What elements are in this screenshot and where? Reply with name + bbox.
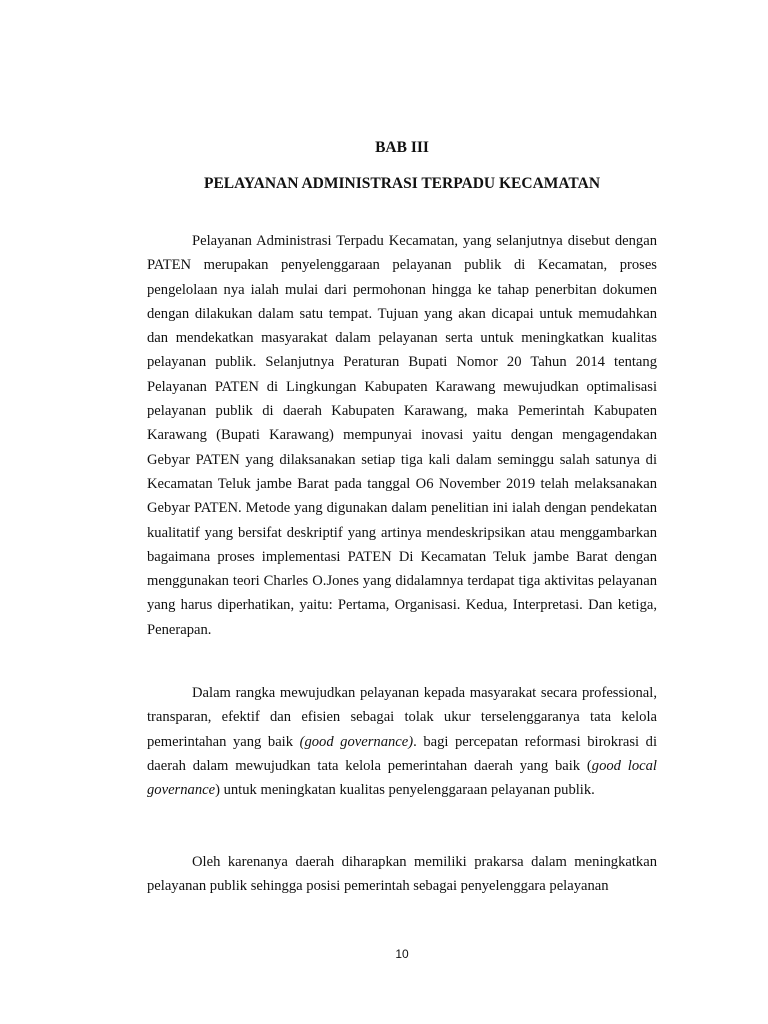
paragraph-3 [147, 850, 657, 899]
paragraph-2-italic-1: (good governance) [299, 733, 414, 750]
paragraph-1-text: Pelayanan Administrasi Terpadu Kecamatan, yang selanjutnya disebut dengan PATEN merupakan penyelenggaraan pelayanan publik di Kecamatan, proses pengelolaan nya ialah mulai dari permohonan hingga ke tahap penerbitan dokumen dengan dilakukan dalam satu tempat. Tujuan yang akan dicapai untuk memudahkan dan mendekatkan masyarakat dalam pelayanan serta untuk meningkatkan kualitas pelayanan publik. Selanjutnya Peraturan Bupati Nomor 20 Tahun 2014 tentang Pelayanan PATEN di Lingkungan Kabupaten Karawang mewujudkan optimalisasi pelayanan publik di daerah Kabupaten Karawang, maka Pemerintah Kabupaten Karawang (Bupati Karawang) mempunyai inovasi yaitu dengan mengagendakan Gebyar PATEN yang dilaksanakan setiap tiga kali dalam seminggu salah satunya di Kecamatan Teluk jambe Barat pada tanggal O6 November 2019 telah melaksanakan Gebyar PATEN. Metode yang digunakan dalam penelitian ini ialah dengan pendekatan kualitatif yang bersifat deskriptif yang artinya mendeskripsikan atau menggambarkan bagaimana proses implementasi PATEN Di Kecamatan Teluk jambe Barat dengan menggunakan teori Charles O.Jones yang didalamnya terdapat tiga aktivitas pelayanan yang harus diperhatikan, yaitu: Pertama, Organisasi. Kedua, Interpretasi. Dan ketiga, Penerapan. [147, 233, 657, 638]
paragraph-2 [147, 681, 657, 802]
paragraph-2-part-3: ) untuk meningkatan kualitas penyelenggaraan pelayanan publik. [215, 782, 595, 799]
paragraph-2-part-1: Dalam rangka mewujudkan pelayanan kepada masyarakat secara professional, transparan, efektif dan efisien sebagai tolak ukur terselenggaranya tata kelola pemerintahan yang baik [147, 685, 657, 750]
chapter-title: PELAYANAN ADMINISTRASI TERPADU KECAMATAN [203, 175, 601, 192]
paragraph-3-text: Oleh karenanya daerah diharapkan memiliki prakarsa dalam meningkatkan pelayanan publik sehingga posisi pemerintah sebagai penyelenggara pelayanan [147, 854, 657, 895]
page-number: 10 [395, 947, 409, 961]
paragraph-2-italic-2: good local governance [147, 757, 657, 799]
paragraph-1 [147, 229, 657, 642]
paragraph-2-text [147, 681, 657, 802]
chapter-heading: BAB III [375, 139, 429, 156]
paragraph-2-part-2: . bagi percepatan reformasi birokrasi di daerah dalam mewujudkan tata kelola pemerintahan daerah yang baik ( [147, 733, 658, 774]
